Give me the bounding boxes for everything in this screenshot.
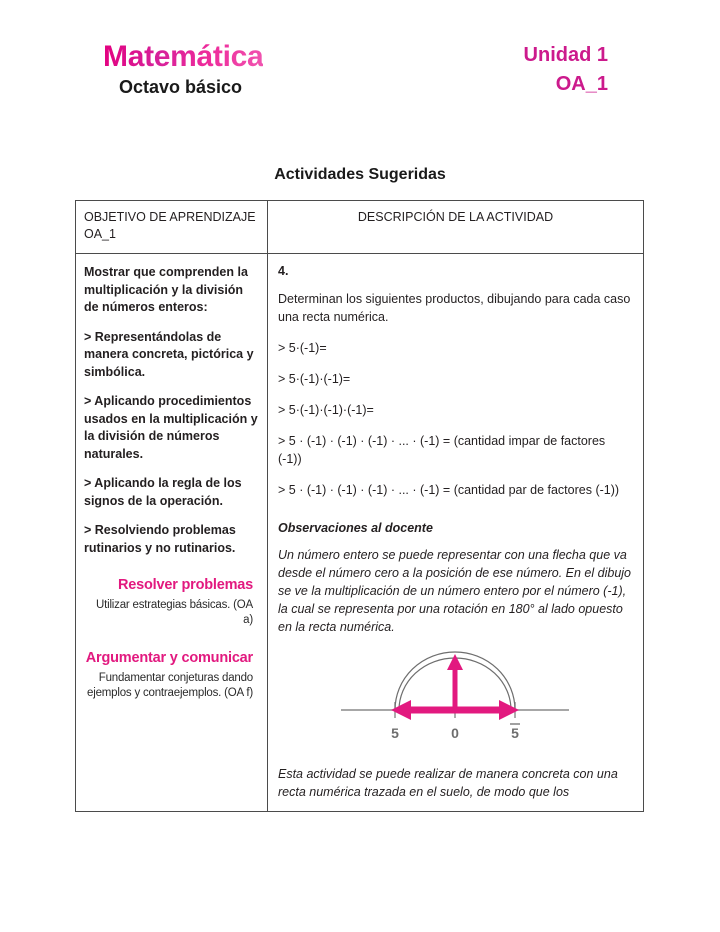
activity-item: > 5·(-1)= <box>278 341 327 355</box>
header-description-label: DESCRIPCIÓN DE LA ACTIVIDAD <box>357 210 554 224</box>
skill-badge-argumentar-comunicar <box>84 650 259 701</box>
subject-title: Matemática <box>103 40 264 73</box>
objective-paragraph: > Aplicando procedimientos usados en la multiplicación y la división de números naturales. <box>84 394 258 461</box>
section-title: Actividades Sugeridas <box>274 166 446 183</box>
activity-item: > 5·(-1)·(-1)= <box>278 372 351 386</box>
skill-title: Argumentar y comunicar <box>85 650 253 666</box>
objective-paragraph: > Representándolas de manera concreta, pictórica y simbólica. <box>84 329 254 379</box>
unit-label: Unidad 1 <box>523 44 608 66</box>
skill-badge-resolver-problemas <box>84 577 259 628</box>
label-right: 5 <box>510 725 519 741</box>
header-cell-description <box>268 201 644 254</box>
objective-paragraph: > Resolviendo problemas rutinarios y no rutinarios. <box>84 523 236 555</box>
horizontal-arrow-head-left <box>391 700 411 720</box>
horizontal-arrow-head-right <box>499 700 519 720</box>
page-header <box>0 40 720 120</box>
activities-table <box>75 200 644 812</box>
observations-text: Un número entero se puede representar con una flecha que va desde el número cero a la posición de ese número. En el dibujo se ve la multiplicación de un número entero por el número (-1), la cual se representa por una rotación en 180° al lado opuesto en la recta numérica. <box>278 548 631 634</box>
objective-content <box>76 254 267 711</box>
table-content-row <box>76 254 644 812</box>
objective-cell <box>76 254 268 812</box>
description-cell <box>268 254 644 812</box>
activity-item: > 5·(-1)·(-1)·(-1)= <box>278 403 374 417</box>
description-content <box>268 254 643 811</box>
oa-label: OA_1 <box>555 73 608 95</box>
observations-title: Observaciones al docente <box>278 521 433 535</box>
subject-level: Octavo básico <box>119 77 243 97</box>
activity-item: > 5 · (-1) · (-1) · (-1) · ... · (-1) = (cantidad par de factores (-1)) <box>278 483 620 497</box>
table-header-row <box>76 201 644 254</box>
skill-description: Fundamentar conjeturas dando ejemplos y contraejemplos. (OA f) <box>87 672 253 699</box>
number-line-figure <box>278 650 631 751</box>
activity-intro: Determinan los siguientes productos, dibujando para cada caso una recta numérica. <box>278 292 631 324</box>
skill-title: Resolver problemas <box>117 577 253 593</box>
header-left-group <box>103 40 263 98</box>
number-line-rotation-diagram <box>335 650 575 746</box>
header-objective-label: OBJETIVO DE APRENDIZAJE OA_1 <box>84 210 256 241</box>
activity-number: 4. <box>278 264 289 278</box>
skill-description: Utilizar estrategias básicas. (OA a) <box>95 599 253 626</box>
activity-item: > 5 · (-1) · (-1) · (-1) · ... · (-1) = (cantidad impar de factores (-1)) <box>278 434 606 466</box>
label-zero: 0 <box>450 725 459 741</box>
vertical-arrow-head <box>447 654 463 670</box>
observations-closing-text: Esta actividad se puede realizar de manera concreta con una recta numérica trazada en el suelo, de modo que los <box>278 767 618 799</box>
label-left: 5 <box>390 725 399 741</box>
objective-paragraph: > Aplicando la regla de los signos de la operación. <box>84 476 242 508</box>
header-right-group <box>524 42 608 97</box>
objective-paragraph: Mostrar que comprenden la multiplicación y la división de números enteros: <box>84 265 248 314</box>
header-cell-objective <box>76 201 268 254</box>
